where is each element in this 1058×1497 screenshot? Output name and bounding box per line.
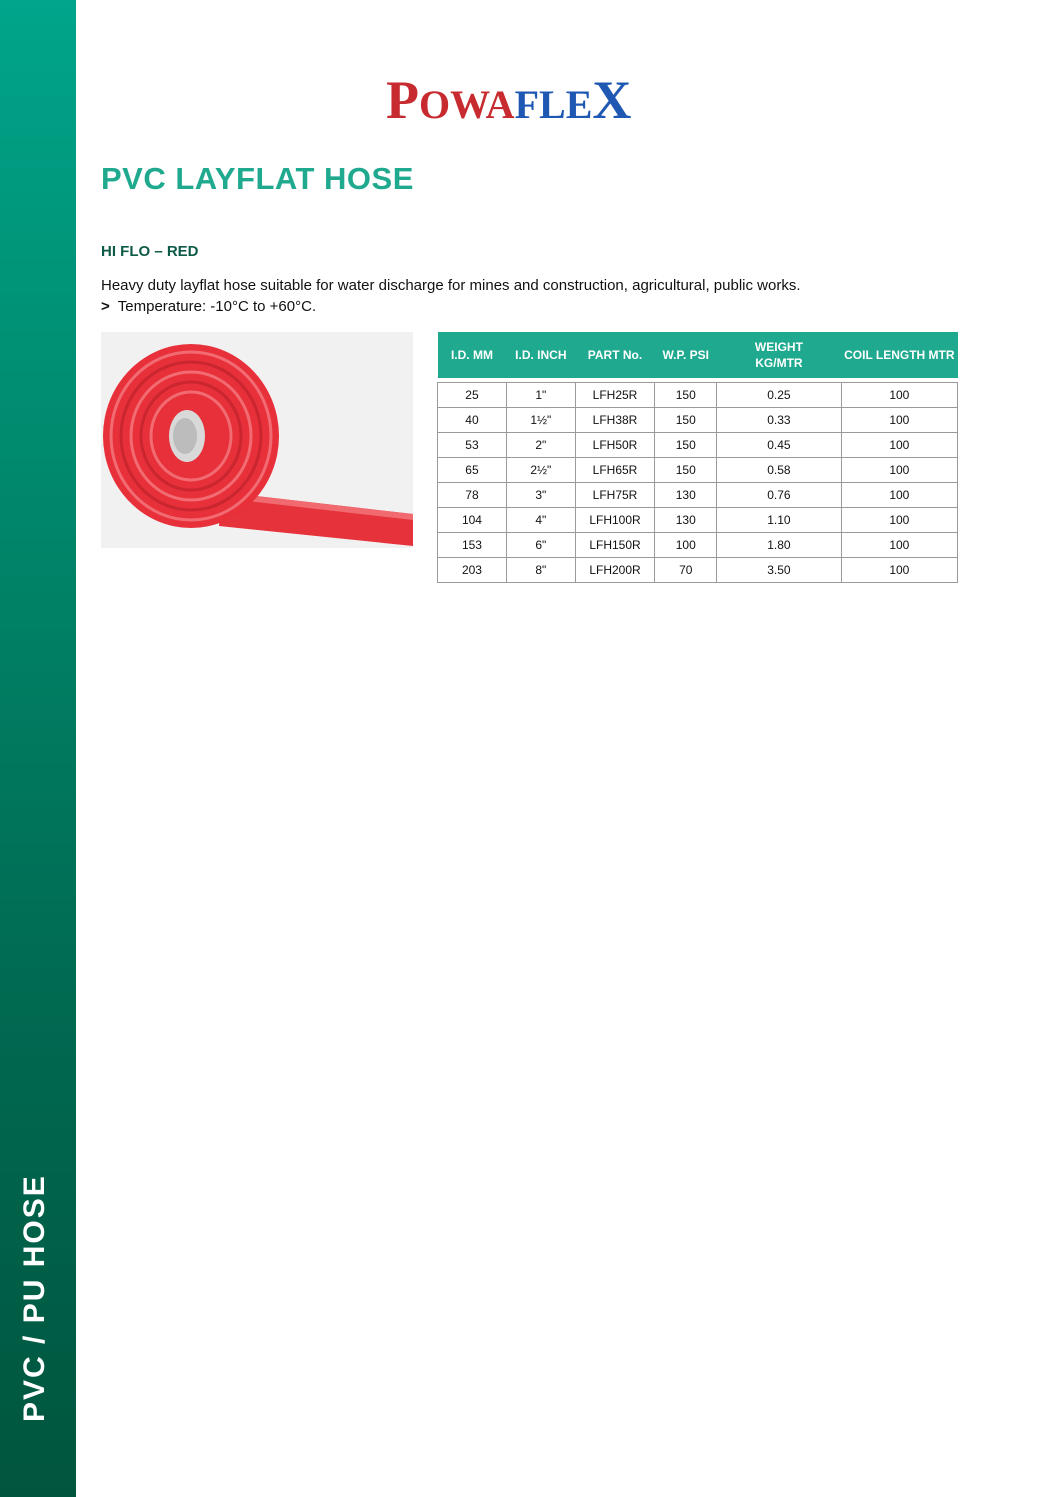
table-cell: 0.25 xyxy=(717,383,841,408)
table-cell: 104 xyxy=(438,508,507,533)
table-cell: 100 xyxy=(841,483,957,508)
table-cell: 130 xyxy=(655,508,717,533)
table-cell: 100 xyxy=(841,433,957,458)
table-cell: 70 xyxy=(655,558,717,583)
table-header-row xyxy=(438,332,958,378)
table-cell: LFH38R xyxy=(575,408,655,433)
table-row xyxy=(438,433,958,458)
table-cell: 0.45 xyxy=(717,433,841,458)
column-header: I.D. MM xyxy=(438,332,507,378)
table-row xyxy=(438,533,958,558)
table-cell: 8" xyxy=(506,558,575,583)
logo-text-red: OWA xyxy=(419,82,515,127)
table-cell: LFH65R xyxy=(575,458,655,483)
table-row xyxy=(438,508,958,533)
table-cell: 78 xyxy=(438,483,507,508)
logo-text-blue: FLE xyxy=(514,82,593,127)
column-header: COIL LENGTH MTR xyxy=(841,332,957,378)
column-header: I.D. INCH xyxy=(506,332,575,378)
column-header: W.P. PSI xyxy=(655,332,717,378)
table-row xyxy=(438,408,958,433)
table-cell: 130 xyxy=(655,483,717,508)
table-cell: 100 xyxy=(841,508,957,533)
table-cell: 2" xyxy=(506,433,575,458)
table-cell: 6" xyxy=(506,533,575,558)
logo-initial: P xyxy=(386,70,419,130)
product-subtitle: HI FLO – RED xyxy=(101,243,199,260)
table-cell: 1.10 xyxy=(717,508,841,533)
table-cell: 3" xyxy=(506,483,575,508)
column-header: WEIGHT KG/MTR xyxy=(717,332,841,378)
table-cell: 53 xyxy=(438,433,507,458)
table-row xyxy=(438,458,958,483)
table-row xyxy=(438,558,958,583)
table-cell: 65 xyxy=(438,458,507,483)
section-label: PVC / PU HOSE xyxy=(18,1174,51,1422)
table-cell: 100 xyxy=(841,458,957,483)
specification-table xyxy=(437,332,958,583)
sidebar-band xyxy=(0,0,76,1497)
table-cell: 100 xyxy=(841,408,957,433)
table-cell: LFH150R xyxy=(575,533,655,558)
table-cell: 0.58 xyxy=(717,458,841,483)
table-cell: 100 xyxy=(841,533,957,558)
table-cell: 150 xyxy=(655,433,717,458)
table-cell: LFH25R xyxy=(575,383,655,408)
table-cell: 1½" xyxy=(506,408,575,433)
table-cell: 2½" xyxy=(506,458,575,483)
table-cell: 0.33 xyxy=(717,408,841,433)
table-cell: 203 xyxy=(438,558,507,583)
bullet-marker: > xyxy=(101,298,110,315)
table-cell: 100 xyxy=(655,533,717,558)
table-cell: 1" xyxy=(506,383,575,408)
logo-final: X xyxy=(592,70,632,130)
table-cell: 1.80 xyxy=(717,533,841,558)
table-cell: 4" xyxy=(506,508,575,533)
table-cell: 40 xyxy=(438,408,507,433)
table-row xyxy=(438,483,958,508)
table-cell: 25 xyxy=(438,383,507,408)
temperature-bullet xyxy=(101,296,316,317)
table-cell: LFH50R xyxy=(575,433,655,458)
product-description: Heavy duty layflat hose suitable for water discharge for mines and construction, agricultural, public works. xyxy=(101,277,801,294)
brand-logo xyxy=(386,70,631,130)
temperature-text: Temperature: -10°C to +60°C. xyxy=(117,298,317,315)
table-cell: 100 xyxy=(841,383,957,408)
table-cell: LFH100R xyxy=(575,508,655,533)
table-cell: 100 xyxy=(841,558,957,583)
hose-coil-image xyxy=(101,332,413,548)
table-cell: 153 xyxy=(438,533,507,558)
table-cell: 3.50 xyxy=(717,558,841,583)
table-cell: 150 xyxy=(655,458,717,483)
page-title: PVC LAYFLAT HOSE xyxy=(101,161,414,196)
column-header: PART No. xyxy=(575,332,655,378)
table-cell: 150 xyxy=(655,383,717,408)
table-row xyxy=(438,383,958,408)
table-cell: LFH200R xyxy=(575,558,655,583)
table-cell: 0.76 xyxy=(717,483,841,508)
hose-photo xyxy=(101,332,413,548)
table-cell: LFH75R xyxy=(575,483,655,508)
table-cell: 150 xyxy=(655,408,717,433)
